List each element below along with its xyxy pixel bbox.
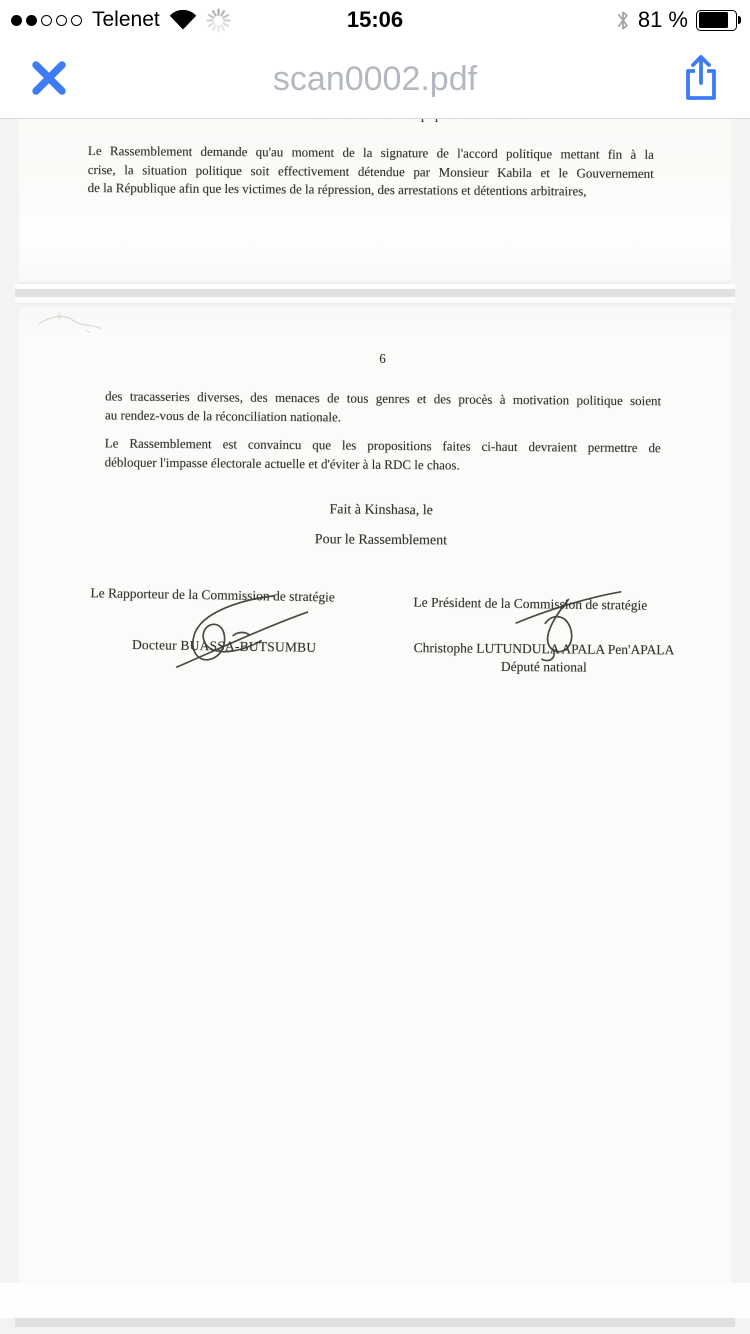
right-signatory-name: Christophe LUTUNDULA APALA Pen'APALA [413, 640, 675, 658]
right-signature [510, 585, 627, 666]
bluetooth-icon [616, 9, 630, 32]
paragraph-line: Le Rassemblement demande qu'au moment de la signature de l'accord politique mettant fin à la [87, 142, 654, 162]
share-button[interactable] [680, 53, 722, 105]
page-gap [0, 1283, 750, 1318]
on-behalf-line: Pour le Rassemblement [314, 532, 448, 549]
page-number: 6 [379, 350, 386, 366]
left-signatory-title: Le Rapporteur de la Commission de stratégie [90, 585, 336, 605]
paragraph-line: débloquer l'impasse électorale actuelle et d'éviter à la RDC le chaos. [104, 453, 460, 473]
paragraph-line: crise, la situation politique soit effectivement détendue par Monsieur Kabila et le Gouvernement [87, 161, 654, 181]
share-icon [683, 54, 719, 102]
left-signature [161, 591, 314, 674]
page1-paragraph [88, 142, 654, 201]
paragraph-line: au rendez-vous de la réconciliation nationale. [104, 406, 342, 424]
paragraph-line: de la République afin que les victimes de la répression, des arrestations et détentions arbitraires, [87, 179, 587, 199]
paragraph-line: Le Rassemblement est convaincu que les propositions faites ci-haut devraient permettre de [104, 435, 661, 456]
dateline: Fait à Kinshasa, le [329, 502, 433, 519]
carrier-label: Telenet [92, 8, 160, 31]
close-x-icon [29, 58, 69, 98]
navigation-bar [0, 40, 750, 119]
document-title: scan0002.pdf [272, 59, 478, 98]
pdf-viewport[interactable] [0, 119, 750, 1334]
page2-paragraph-1 [105, 387, 661, 429]
page2-paragraph-2 [105, 434, 661, 476]
battery-percent-label: 81 % [637, 7, 688, 32]
battery-icon [696, 10, 741, 31]
right-signatory-title: Le Président de la Commission de stratégie [413, 594, 648, 613]
page-separator [15, 289, 735, 297]
paragraph-line: des tracasseries diverses, des menaces de tous genres et des procès à motivation politique soient [105, 388, 662, 409]
clock-label: 15:06 [346, 7, 404, 32]
right-signatory-role: Député national [500, 658, 587, 675]
pdf-page-2 [19, 303, 731, 1283]
clipped-text-line [19, 119, 731, 127]
page-separator [15, 1318, 735, 1327]
status-bar [0, 0, 750, 40]
close-button[interactable] [27, 57, 71, 101]
pdf-page-1 [19, 119, 731, 284]
battery-fill [699, 12, 728, 28]
left-signatory-name: Docteur BUASSA-BUTSUMBU [131, 637, 317, 655]
scan-smudge [35, 308, 107, 341]
